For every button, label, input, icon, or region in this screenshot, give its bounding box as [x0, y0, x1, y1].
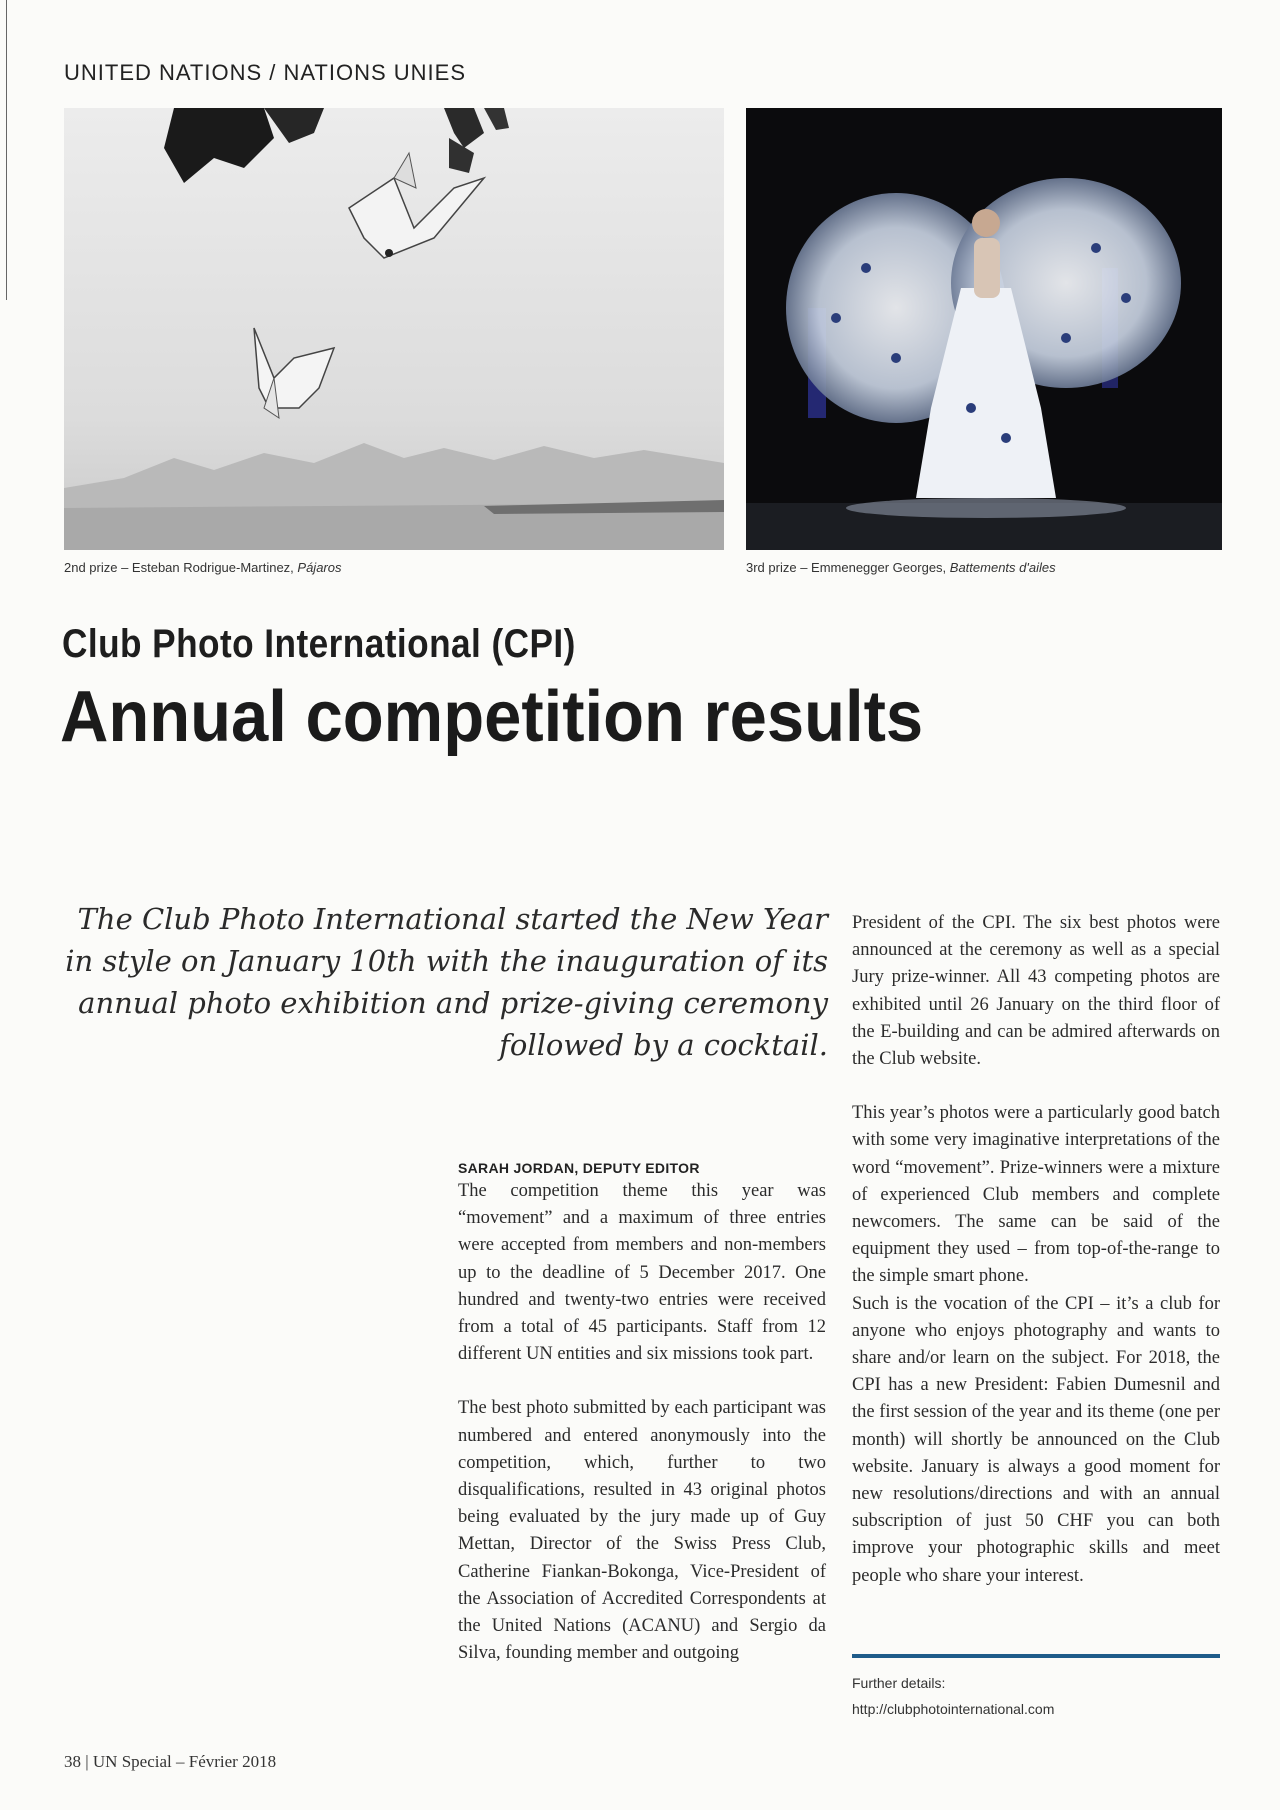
article-kicker: Club Photo International (CPI)	[62, 622, 576, 666]
body-paragraph: The competition theme this year was “movement” and a maximum of three entries were accepted from members and non-members up to the deadline of 5 December 2017. One hundred and twenty-two entries were received from a total of 45 participants. Staff from 12 different UN entities and six missions took part.	[458, 1181, 826, 1365]
blue-divider-rule	[852, 1654, 1220, 1658]
caption-photo2-credit: 3rd prize – Emmenegger Georges,	[746, 560, 950, 575]
body-paragraph: This year’s photos were a particularly good batch with some very imaginative interpretations of the word “movement”. Prize-winners were a mixture of experienced Club members and complete newcomers. The same can be said of the equipment they used – from top-of-the-range to the simple smart phone.	[852, 1103, 1220, 1287]
caption-photo2-title: Battements d'ailes	[949, 560, 1056, 575]
article-headline: Annual competition results	[60, 677, 924, 757]
further-details-link[interactable]: http://clubphotointernational.com	[852, 1701, 1055, 1717]
photo-3rd-prize	[746, 108, 1222, 550]
photo-2nd-prize	[64, 108, 724, 550]
byline: SARAH JORDAN, DEPUTY EDITOR	[458, 1160, 700, 1176]
further-details	[852, 1670, 1054, 1722]
body-column-2	[852, 910, 1220, 1590]
caption-photo1-credit: 2nd prize – Esteban Rodrigue-Martinez,	[64, 560, 298, 575]
further-details-label: Further details:	[852, 1675, 946, 1691]
body-paragraph: Such is the vocation of the CPI – it’s a club for anyone who enjoys photography and wants to share and/or learn on the subject. For 2018, the CPI has a new President: Fabien Dumesnil and the first session of the year and its theme (one per month) will shortly be announced on the Club website. January is always a good moment for new resolutions/directions and with an annual subscription of just 50 CHF you can both improve your photographic skills and meet people who share your interest.	[852, 1293, 1220, 1586]
body-column-1	[458, 1178, 826, 1667]
caption-photo1-title: Pájaros	[297, 560, 342, 575]
caption-photo2	[746, 560, 1056, 575]
body-paragraph: The best photo submitted by each participant was numbered and entered anonymously into the competition, which, further to two disqualifications, resulted in 43 original photos being evaluated by the jury made up of Guy Mettan, Director of the Swiss Press Club, Catherine Fiankan-Bokonga, Vice-President of the Association of Accredited Correspondents at the United Nations (ACANU) and Sergio da Silva, founding member and outgoing	[458, 1398, 826, 1664]
page-footer: 38 | UN Special – Février 2018	[64, 1752, 277, 1771]
photo-3rd-prize-image	[746, 108, 1222, 550]
photo-2nd-prize-image	[64, 108, 724, 550]
section-label: UNITED NATIONS / NATIONS UNIES	[64, 60, 466, 85]
article-lede: The Club Photo International started the New Year in style on January 10th with the inauguration of its annual photo exhibition and prize-giving ceremony followed by a cocktail.	[65, 902, 828, 1062]
page-edge-line	[6, 0, 7, 300]
body-paragraph: President of the CPI. The six best photos were announced at the ceremony as well as a special Jury prize-winner. All 43 competing photos are exhibited until 26 January on the third floor of the E-building and can be admired afterwards on the Club website.	[852, 913, 1220, 1070]
caption-photo1	[64, 560, 341, 575]
